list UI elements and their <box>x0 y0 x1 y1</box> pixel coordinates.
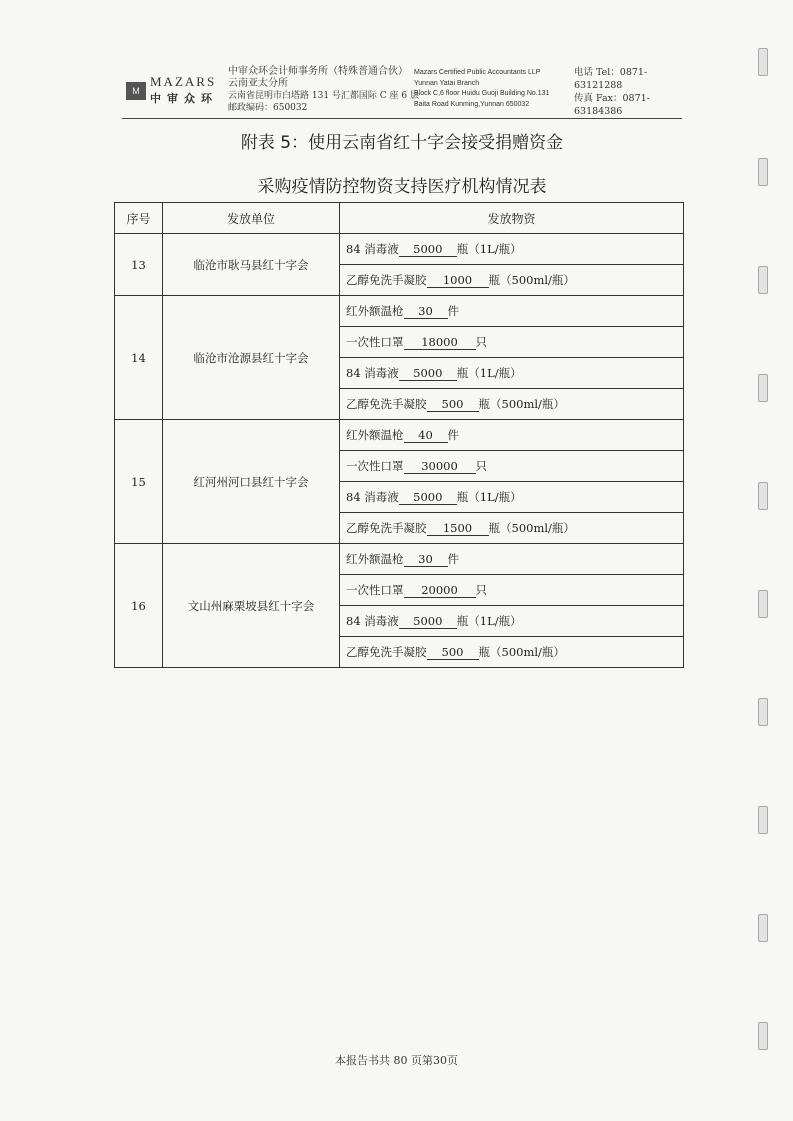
item-name: 乙醇免洗手凝胶 <box>346 397 427 411</box>
item-name: 84 消毒液 <box>346 490 399 504</box>
item-quantity: 30 <box>404 553 448 567</box>
page-footer: 本报告书共 80 页第30页 <box>335 1054 458 1067</box>
org-cell: 临沧市沧源县红十字会 <box>163 296 340 420</box>
letterhead <box>122 60 682 118</box>
item-cell <box>340 389 684 420</box>
item-unit: 件 <box>447 304 459 318</box>
binder-hole-icon <box>758 48 768 76</box>
item-cell <box>340 420 684 451</box>
item-quantity: 30 <box>404 305 448 319</box>
item-name: 84 消毒液 <box>346 366 399 380</box>
table-row <box>115 296 684 327</box>
item-quantity: 40 <box>404 429 448 443</box>
table-body <box>115 234 684 668</box>
item-name: 84 消毒液 <box>346 614 399 628</box>
item-unit: 件 <box>447 552 459 566</box>
item-unit: 瓶（1L/瓶） <box>456 366 522 380</box>
branch-name-en: Yunnan Yatai Branch <box>414 79 480 87</box>
item-quantity: 18000 <box>404 336 476 350</box>
binder-hole-icon <box>758 1022 768 1050</box>
item-name: 乙醇免洗手凝胶 <box>346 273 427 287</box>
item-unit: 瓶（500ml/瓶） <box>488 273 575 287</box>
firm-info-en <box>414 68 549 110</box>
mazars-logo <box>122 70 226 104</box>
table-row <box>115 420 684 451</box>
org-cell: 临沧市耿马县红十字会 <box>163 234 340 296</box>
item-quantity: 500 <box>427 398 479 412</box>
seq-cell: 15 <box>115 420 163 544</box>
binder-hole-icon <box>758 158 768 186</box>
postcode: 邮政编码：650032 <box>228 103 308 113</box>
header-seq: 序号 <box>115 203 163 234</box>
branch-name-cn: 云南亚太分所 <box>228 78 288 89</box>
item-unit: 只 <box>475 459 487 473</box>
header-org: 发放单位 <box>163 203 340 234</box>
item-quantity: 5000 <box>399 615 457 629</box>
table-row <box>115 234 684 265</box>
item-unit: 瓶（1L/瓶） <box>456 490 522 504</box>
item-quantity: 5000 <box>399 367 457 381</box>
org-cell: 文山州麻栗坡县红十字会 <box>163 544 340 668</box>
item-quantity: 5000 <box>399 243 457 257</box>
item-unit: 件 <box>447 428 459 442</box>
binder-hole-icon <box>758 482 768 510</box>
item-cell <box>340 265 684 296</box>
item-unit: 只 <box>475 583 487 597</box>
phone: 电话 Tel：0871-63121288 <box>574 67 648 91</box>
binder-hole-icon <box>758 914 768 942</box>
item-cell <box>340 296 684 327</box>
item-unit: 瓶（1L/瓶） <box>456 242 522 256</box>
item-name: 红外额温枪 <box>346 428 404 442</box>
item-unit: 瓶（500ml/瓶） <box>478 645 565 659</box>
seq-cell: 16 <box>115 544 163 668</box>
item-cell <box>340 544 684 575</box>
item-quantity: 1500 <box>427 522 489 536</box>
item-quantity: 1000 <box>427 274 489 288</box>
seq-cell: 14 <box>115 296 163 420</box>
logo-cn: 中审众环 <box>150 92 218 105</box>
item-name: 红外额温枪 <box>346 304 404 318</box>
item-name: 乙醇免洗手凝胶 <box>346 645 427 659</box>
item-cell <box>340 451 684 482</box>
item-cell <box>340 637 684 668</box>
item-cell <box>340 513 684 544</box>
item-name: 乙醇免洗手凝胶 <box>346 521 427 535</box>
address-cn: 云南省昆明市白塔路 131 号汇都国际 C 座 6 层 <box>228 91 419 101</box>
binder-hole-icon <box>758 806 768 834</box>
page-subtitle: 采购疫情防控物资支持医疗机构情况表 <box>257 177 547 197</box>
donation-table <box>114 202 684 668</box>
item-name: 一次性口罩 <box>346 583 404 597</box>
item-cell <box>340 327 684 358</box>
binder-hole-icon <box>758 698 768 726</box>
item-cell <box>340 606 684 637</box>
item-cell <box>340 358 684 389</box>
item-cell <box>340 482 684 513</box>
page-title: 附表 5：使用云南省红十字会接受捐赠资金 <box>240 133 564 153</box>
item-cell <box>340 234 684 265</box>
firm-name-en: Mazars Certified Public Accountants LLP <box>414 69 541 76</box>
logo-mark-icon: M <box>126 82 146 100</box>
item-cell <box>340 575 684 606</box>
binder-hole-icon <box>758 590 768 618</box>
logo-latin: MAZARS <box>150 74 217 89</box>
item-quantity: 30000 <box>404 460 476 474</box>
org-cell: 红河州河口县红十字会 <box>163 420 340 544</box>
item-unit: 瓶（500ml/瓶） <box>478 397 565 411</box>
item-name: 一次性口罩 <box>346 335 404 349</box>
header-divider <box>122 118 682 119</box>
firm-info-cn <box>228 66 419 114</box>
table-header-row <box>115 203 684 234</box>
binder-hole-icon <box>758 374 768 402</box>
item-unit: 瓶（500ml/瓶） <box>488 521 575 535</box>
contact-info <box>574 66 682 118</box>
item-name: 84 消毒液 <box>346 242 399 256</box>
item-quantity: 5000 <box>399 491 457 505</box>
table-row <box>115 544 684 575</box>
item-name: 一次性口罩 <box>346 459 404 473</box>
item-unit: 瓶（1L/瓶） <box>456 614 522 628</box>
seq-cell: 13 <box>115 234 163 296</box>
firm-name-cn: 中审众环会计师事务所（特殊普通合伙） <box>228 66 408 77</box>
address-en-1: Block C,6 floor Huidu Guoji Building No.131 <box>414 90 550 97</box>
item-quantity: 500 <box>427 646 479 660</box>
address-en-2: Baita Road Kunming,Yunnan 650032 <box>414 100 530 108</box>
binder-hole-icon <box>758 266 768 294</box>
item-unit: 只 <box>475 335 487 349</box>
fax: 传真 Fax：0871-63184386 <box>574 93 650 117</box>
header-items: 发放物资 <box>340 203 684 234</box>
item-name: 红外额温枪 <box>346 552 404 566</box>
item-quantity: 20000 <box>404 584 476 598</box>
